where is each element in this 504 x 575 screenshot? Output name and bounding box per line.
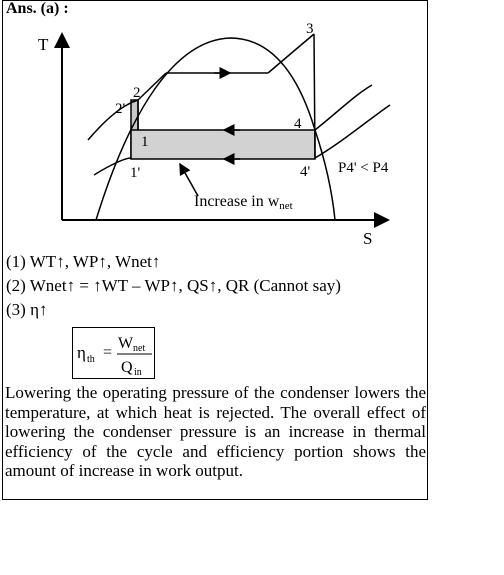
label-4p: 4': [300, 164, 311, 180]
cycle-turbine: [314, 34, 315, 158]
label-2: 2: [133, 85, 141, 101]
increase-pointer: [180, 164, 198, 196]
cycle-2-boiler: [138, 73, 166, 100]
t-axis-label: T: [38, 35, 49, 54]
pressure-note: P4' < P4: [338, 160, 389, 176]
result-line-1: (1) WT↑, WP↑, Wnet↑: [6, 252, 161, 271]
result-line-2: (2) Wnet↑ = ↑WT – WP↑, QS↑, QR (Cannot say): [6, 276, 341, 295]
net-work-increase-area: [131, 130, 315, 159]
explanation-paragraph: Lowering the operating pressure of the condenser lowers the temperature, at which heat is rejected. The overall effect of lowering the condenser pressure is an increase in thermal efficiency of the cycle and efficiency portion shows the amount of increase in work output.: [5, 383, 426, 481]
answer-title: Ans. (a) :: [6, 0, 69, 17]
formula-denominator-sub: in: [134, 367, 142, 378]
label-4: 4: [294, 116, 302, 132]
result-line-3: (3) η↑: [6, 300, 48, 319]
cycle-superheat: [268, 34, 314, 73]
ts-diagram: [0, 0, 430, 250]
label-2p: 2': [115, 101, 126, 117]
label-1: 1: [141, 134, 149, 150]
formula-denominator: Q: [121, 359, 133, 376]
s-axis-label: S: [363, 229, 373, 248]
formula-lhs: η: [77, 343, 86, 362]
high-pressure-line-right: [315, 85, 372, 130]
formula-numerator-sub: net: [133, 343, 146, 354]
increase-label: Increase in wnet: [194, 193, 293, 212]
formula-numerator: W: [118, 335, 134, 352]
formula-lhs-sub: th: [87, 354, 95, 365]
formula-svg: [73, 328, 154, 378]
svg-text:=: =: [103, 344, 113, 361]
label-1p: 1': [130, 165, 141, 181]
label-3: 3: [306, 21, 314, 37]
efficiency-formula: [72, 327, 155, 379]
low-pressure-line-right: [315, 105, 390, 158]
